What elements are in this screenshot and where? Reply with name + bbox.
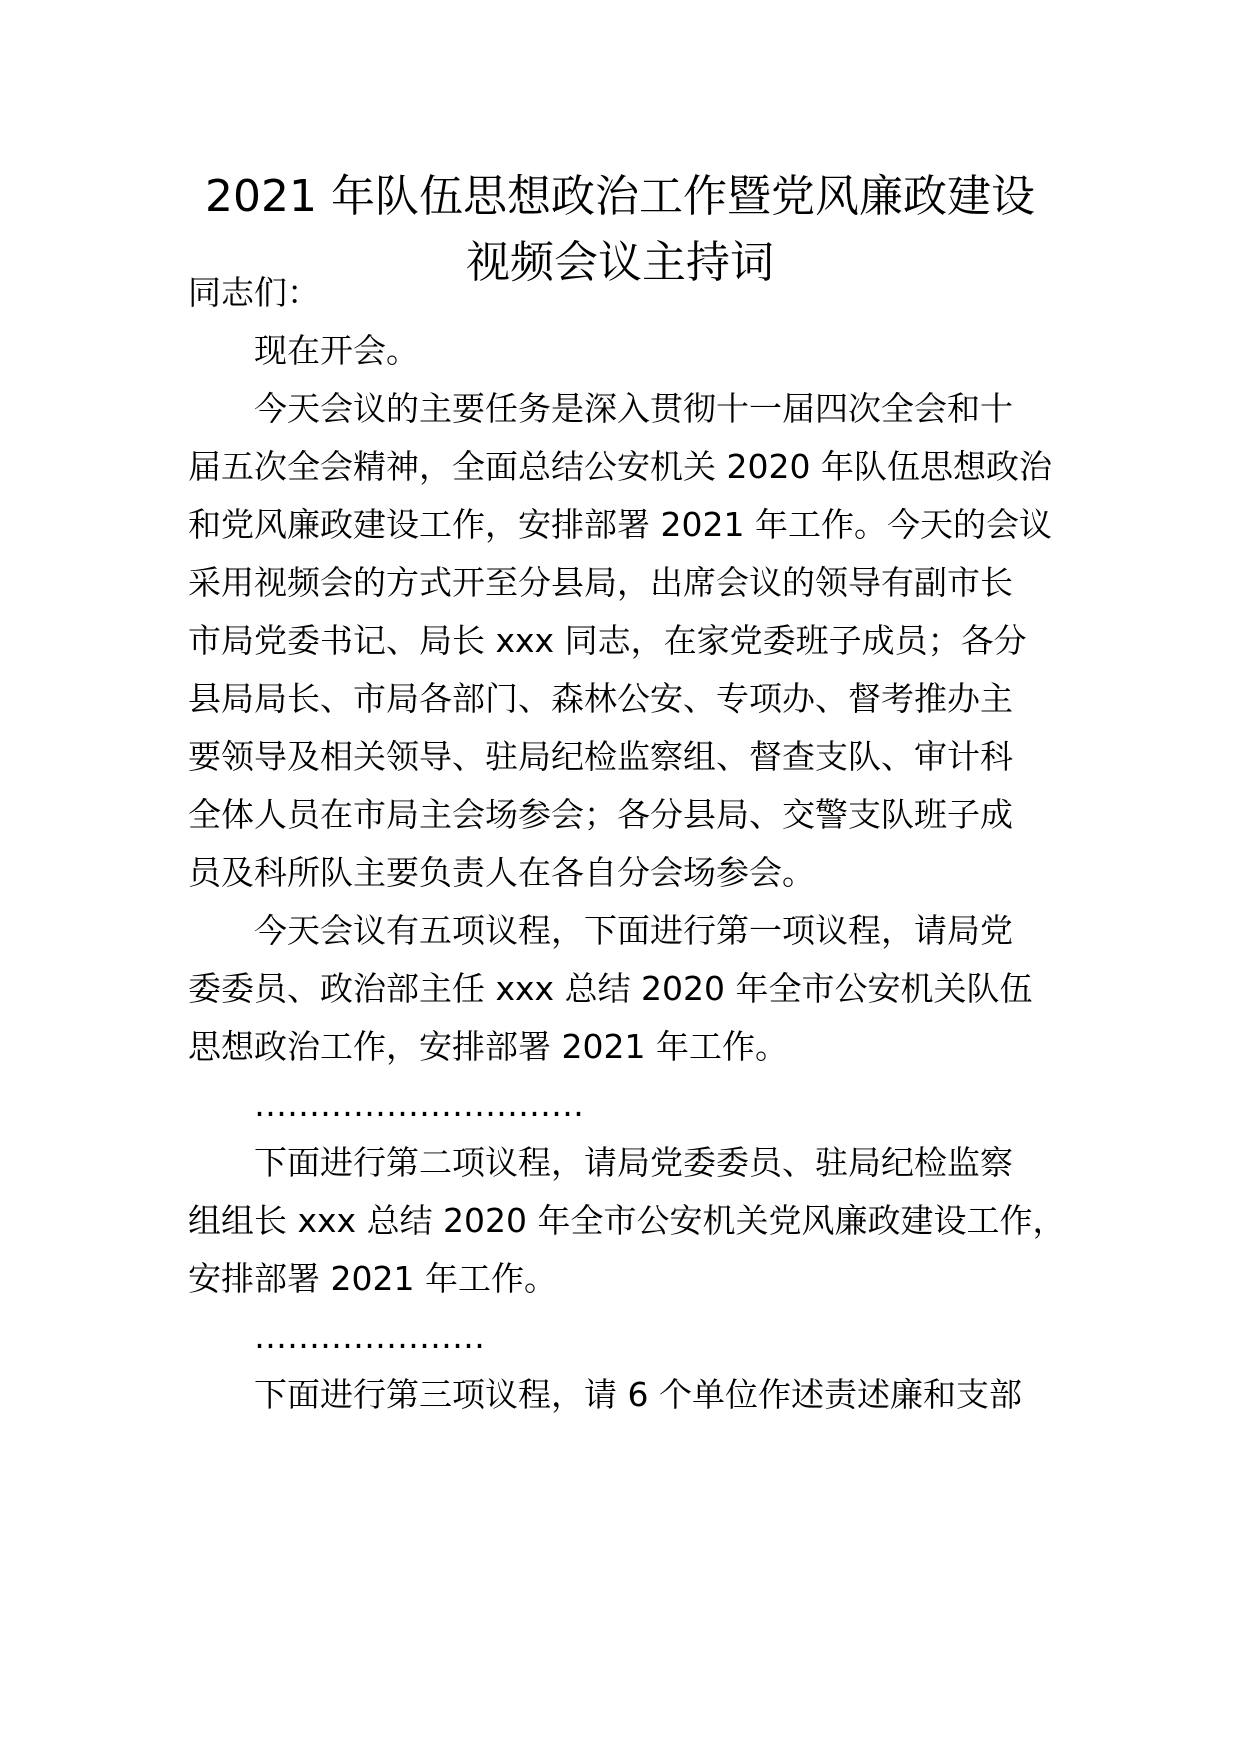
paragraph-line: 下面进行第二项议程，请局党委委员、驻局纪检监察	[254, 1143, 1013, 1182]
paragraph-line: 县局局长、市局各部门、森林公安、专项办、督考推办主	[188, 679, 1013, 718]
document-title-line-1: 2021 年队伍思想政治工作暨党风廉政建设	[205, 171, 1035, 222]
document-title-line-2: 视频会议主持词	[466, 237, 774, 288]
paragraph-line: 届五次全会精神，全面总结公安机关 2020 年队伍思想政治	[188, 447, 1052, 486]
paragraph-line: 全体人员在市局主会场参会；各分县局、交警支队班子成	[188, 795, 1013, 834]
paragraph-line: 和党风廉政建设工作，安排部署 2021 年工作。今天的会议	[188, 505, 1052, 544]
paragraph-line: 下面进行第三项议程，请 6 个单位作述责述廉和支部	[254, 1375, 1022, 1414]
paragraph-line: 思想政治工作，安排部署 2021 年工作。	[188, 1027, 788, 1066]
paragraph-line: 市局党委书记、局长 xxx 同志，在家党委班子成员；各分	[188, 621, 1027, 660]
paragraph-line: 今天会议有五项议程，下面进行第一项议程，请局党	[254, 911, 1013, 950]
paragraph-line: 员及科所队主要负责人在各自分会场参会。	[188, 853, 815, 892]
paragraph-line: 组组长 xxx 总结 2020 年全市公安机关党风廉政建设工作，	[188, 1201, 1066, 1240]
paragraph-line: 要领导及相关领导、驻局纪检监察组、督查支队、审计科	[188, 737, 1013, 776]
paragraph-line: 安排部署 2021 年工作。	[188, 1259, 557, 1298]
paragraph-line: 现在开会。	[254, 331, 419, 370]
paragraph-line: 采用视频会的方式开至分县局，出席会议的领导有副市长	[188, 563, 1013, 602]
salutation: 同志们：	[188, 273, 320, 312]
ellipsis-separator: …………………………	[254, 1085, 584, 1124]
paragraph-line: 委委员、政治部主任 xxx 总结 2020 年全市公安机关队伍	[188, 969, 1033, 1008]
paragraph-line: 今天会议的主要任务是深入贯彻十一届四次全会和十	[254, 389, 1013, 428]
ellipsis-separator: …………………	[254, 1317, 485, 1356]
